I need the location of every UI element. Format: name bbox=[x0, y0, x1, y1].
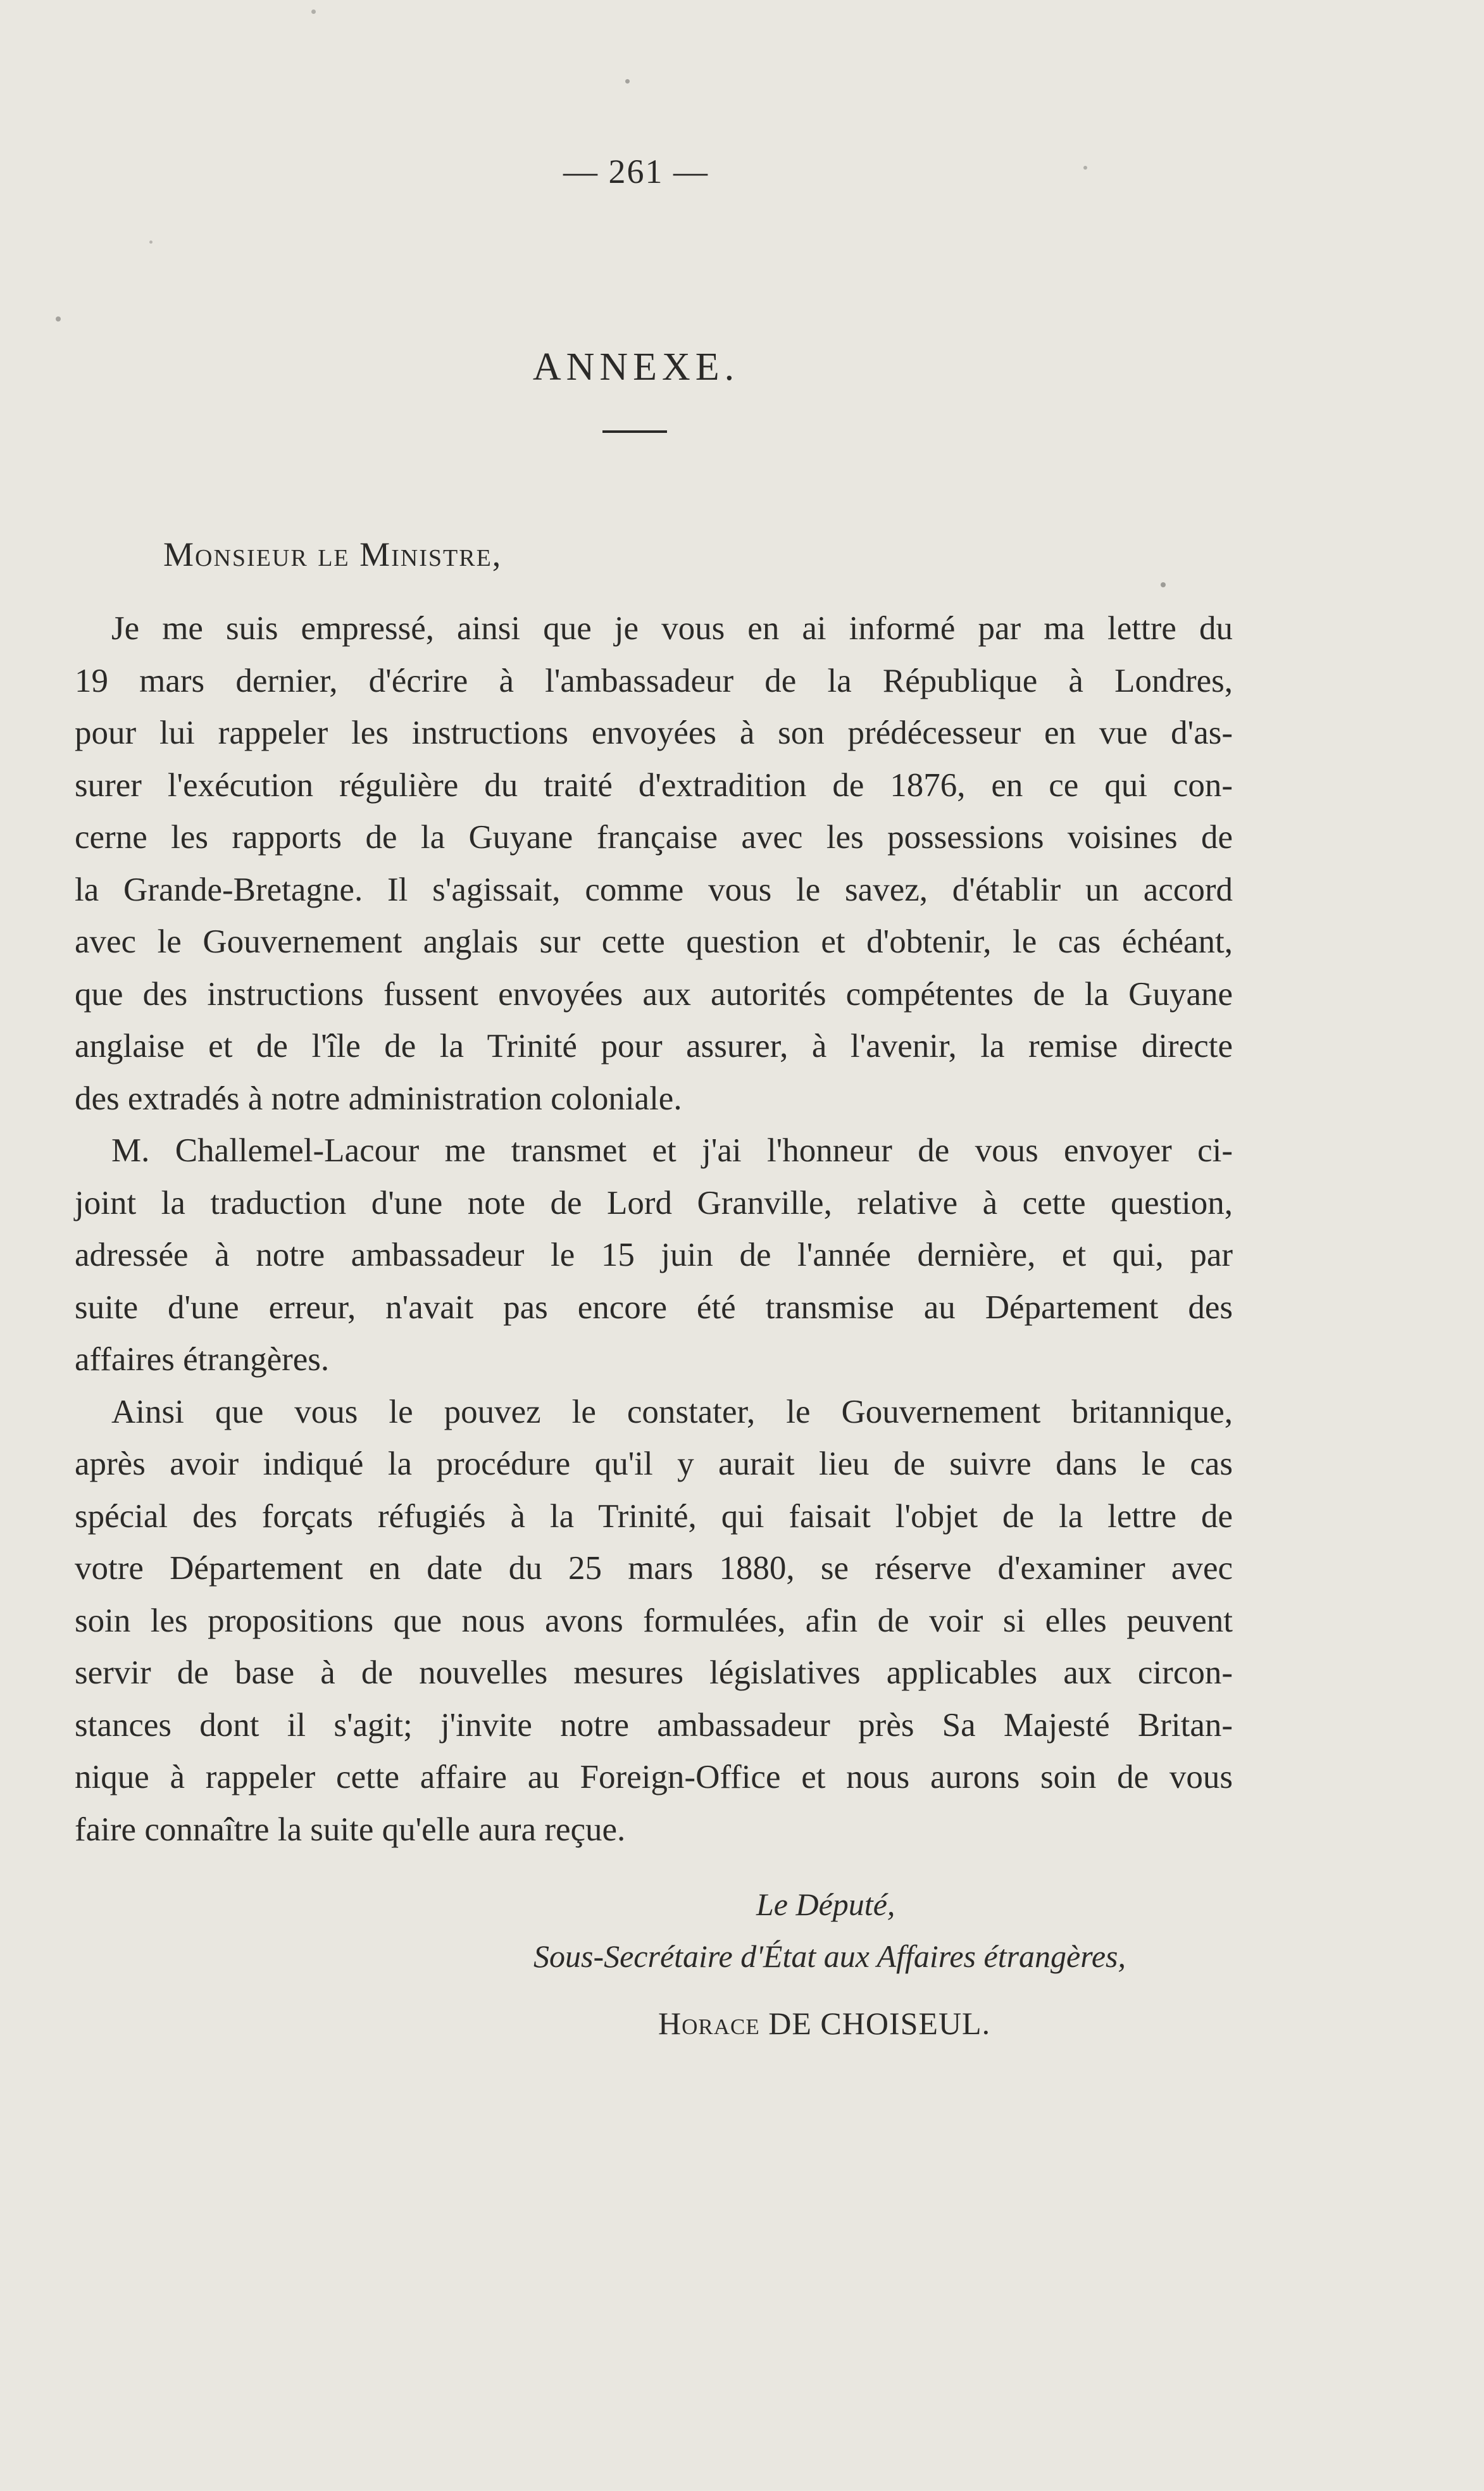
paper-speck bbox=[149, 240, 153, 244]
text-line: Je me suis empressé, ainsi que je vous en ai informé par ma lettre du bbox=[111, 610, 1233, 647]
text-line: après avoir indiqué la procédure qu'il y aurait lieu de suivre dans le cas bbox=[75, 1445, 1233, 1482]
text-line: cerne les rapports de la Guyane française avec les possessions voisines de bbox=[75, 819, 1233, 856]
text-line: pour lui rappeler les instructions envoyées à son prédécesseur en vue d'as- bbox=[75, 715, 1233, 751]
text-line: 19 mars dernier, d'écrire à l'ambassadeur de la République à Londres, bbox=[75, 662, 1233, 699]
salutation-text: Monsieur le Ministre, bbox=[163, 535, 502, 573]
text-line: soin les propositions que nous avons formulées, afin de voir si elles peuvent bbox=[75, 1602, 1233, 1639]
text-line: que des instructions fussent envoyées aux autorités compétentes de la Guyane bbox=[75, 975, 1233, 1013]
text-line: joint la traduction d'une note de Lord Granville, relative à cette question, bbox=[75, 1184, 1233, 1221]
text-line: nique à rappeler cette affaire au Foreign-Office et nous aurons soin de vous bbox=[75, 1759, 1233, 1795]
text-line: servir de base à de nouvelles mesures législatives applicables aux circon- bbox=[75, 1654, 1233, 1691]
text-line: avec le Gouvernement anglais sur cette question et d'obtenir, le cas échéant, bbox=[75, 923, 1233, 960]
text-line: spécial des forçats réfugiés à la Trinité, qui faisait l'objet de la lettre de bbox=[75, 1497, 1233, 1535]
paper-speck bbox=[625, 79, 630, 84]
page-heading: ANNEXE. bbox=[532, 346, 740, 389]
paragraph-1 bbox=[38, 602, 1233, 1125]
letter-body bbox=[38, 602, 1233, 1856]
signatory-name-text: Horace DE CHOISEUL. bbox=[658, 2006, 991, 2041]
text-line: votre Département en date du 25 mars 1880, se réserve d'examiner avec bbox=[75, 1550, 1233, 1587]
paragraph-2 bbox=[38, 1125, 1233, 1386]
text-line: adressée à notre ambassadeur le 15 juin de l'année dernière, et qui, par bbox=[75, 1237, 1233, 1273]
text-line: Ainsi que vous le pouvez le constater, le Gouvernement britannique, bbox=[111, 1393, 1233, 1430]
text-line: faire connaître la suite qu'elle aura reçue. bbox=[75, 1811, 626, 1848]
signatory-name bbox=[658, 2005, 990, 2042]
text-line: la Grande-Bretagne. Il s'agissait, comme vous le savez, d'établir un accord bbox=[75, 871, 1233, 908]
text-line: suite d'une erreur, n'avait pas encore été transmise au Département des bbox=[75, 1289, 1233, 1326]
signature-title: Le Député, bbox=[756, 1887, 895, 1922]
text-line: M. Challemel-Lacour me transmet et j'ai l'honneur de vous envoyer ci- bbox=[111, 1132, 1233, 1169]
text-line: surer l'exécution régulière du traité d'extradition de 1876, en ce qui con- bbox=[75, 766, 1233, 804]
heading-rule bbox=[602, 430, 667, 433]
paper-speck bbox=[311, 9, 316, 14]
salutation bbox=[163, 535, 502, 574]
paragraph-3 bbox=[38, 1386, 1233, 1856]
page-number: — 261 — bbox=[563, 153, 709, 190]
paper-speck bbox=[1083, 166, 1087, 170]
paper-speck bbox=[56, 316, 61, 322]
text-line: stances dont il s'agit; j'invite notre ambassadeur près Sa Majesté Britan- bbox=[75, 1706, 1233, 1744]
text-line: anglaise et de l'île de la Trinité pour assurer, à l'avenir, la remise directe bbox=[75, 1028, 1233, 1064]
text-line: affaires étrangères. bbox=[75, 1341, 330, 1378]
paper-speck bbox=[1161, 582, 1166, 587]
signature-role: Sous-Secrétaire d'État aux Affaires étrangères, bbox=[533, 1938, 1126, 1974]
text-line: des extradés à notre administration coloniale. bbox=[75, 1080, 682, 1117]
